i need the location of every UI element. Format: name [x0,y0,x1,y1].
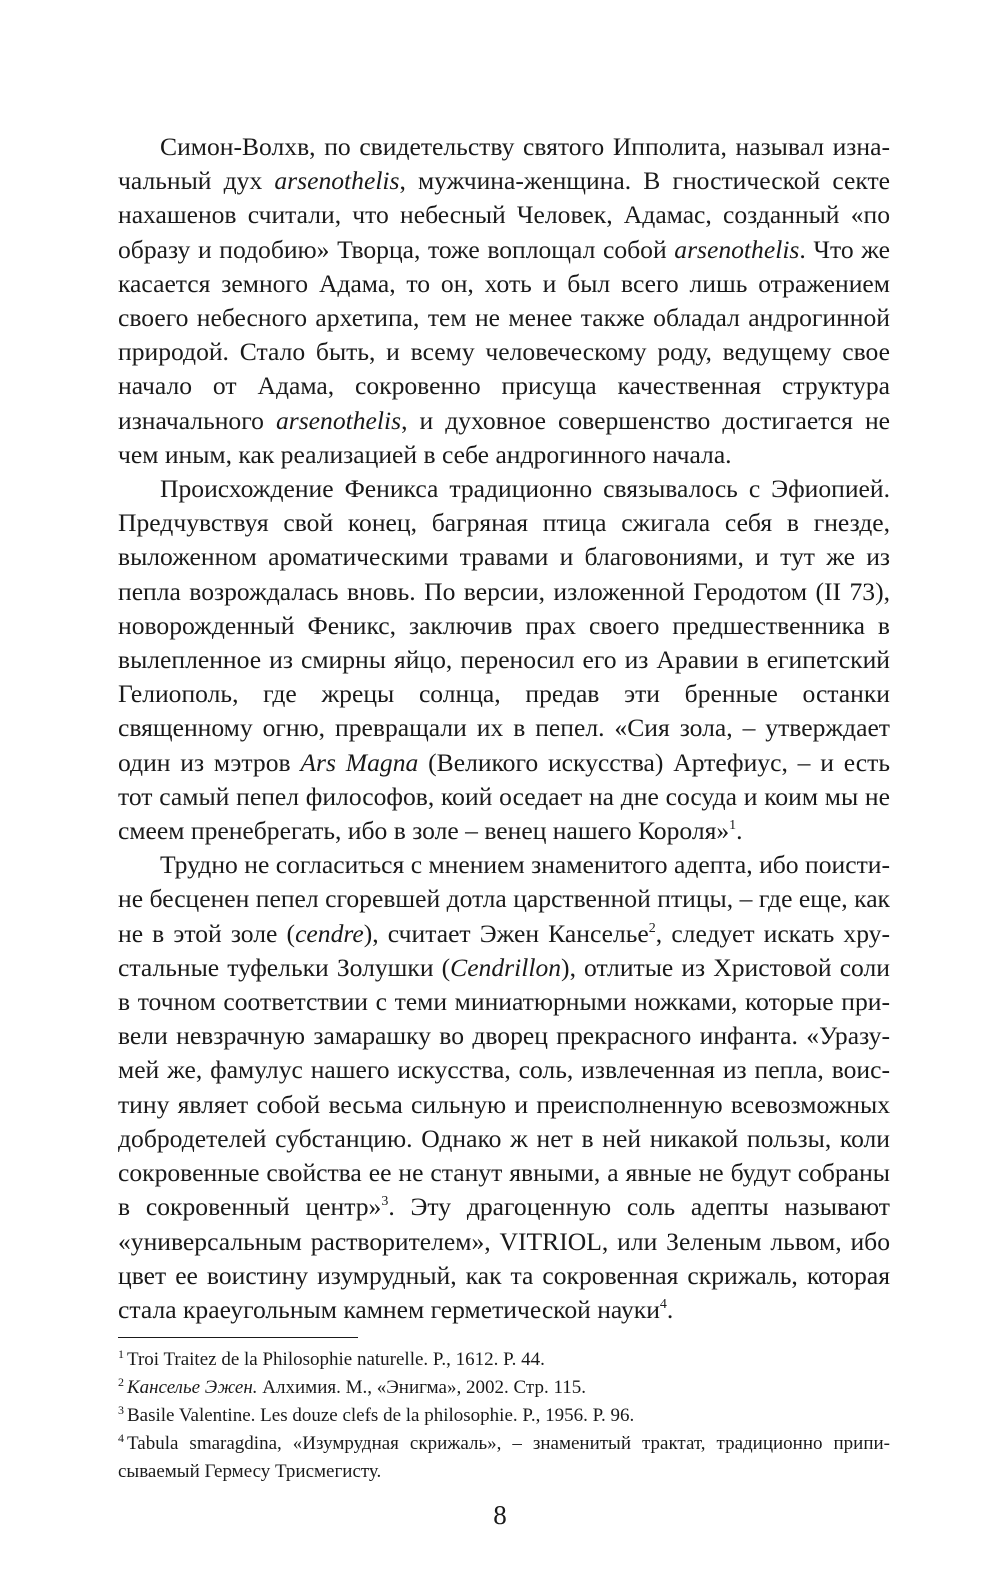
footnote-mark: 3 [118,1403,124,1418]
text-run: . Что же касается земного Адама, то он, хоть и был всего лишь отражением своего небесного архетипа, тем не менее также обладал андрогинной природой. Стало быть, и всему человеческому роду, ведущему свое начало от Адама, сокровенно присуща качественная структура изначального [118,234,890,435]
footnote [118,1374,890,1402]
italic-term: cendre [295,918,364,948]
paragraph [118,848,890,1327]
footnote-text: Troi Traitez de la Philosophie naturelle. P., 1612. P. 44. [127,1349,545,1371]
footnote-reference[interactable]: 3 [381,1194,389,1210]
footnote-text: Tabula smaragdina, «Изумрудная скрижаль», – знаменитый трактат, традиционно приписываемый Гермесу Трисмегисту. [118,1433,890,1483]
body-text [118,130,890,1327]
text-run: ), отлитые из Христовой соли в точном соответствии с теми миниатюрными ножками, которые привели невзрачную замарашку во дворец прекрасного инфанта. «Уразумей же, фамулус нашего искусства, соль, извлеченная из пепла, воистину являет собой весьма сильную и преисполненную всевозможных добродетелей субстанцию. Однако ж нет в ней никакой пользы, коли сокровенные свойства ее не станут явными, а явные не будут собраны в сокровенный центр» [118,952,890,1222]
paragraph [118,472,890,848]
text-run: . [666,1294,674,1324]
text-run: ), считает Эжен Канселье [363,918,649,948]
footnote [118,1402,890,1430]
text-run: . [736,816,743,846]
italic-term: Cendrillon [450,952,562,982]
text-run: Трудно не согласиться с мнением знаменитого адепта, ибо поистине бесценен пепел сгоревшей дотла царственной птицы, – где еще, как не в этой золе ( [118,850,890,948]
italic-term: arsenothelis [274,166,400,196]
page-number: 8 [493,1500,507,1530]
italic-term: Ars Magna [300,747,419,777]
text-run: Происхождение Феникса традиционно связывалось с Эфиопией. Предчувствуя свой конец, багряная птица сжигала себя в гнезде, выложенном ароматическими травами и благовониями, и тут же из пепла возрождалась вновь. По версии, изложенной Геродотом (II 73), новорожденный Феникс, заключив прах своего предшественника в вылепленное из смирны яйцо, переносил его из Аравии в египетский Гелиополь, где жрецы солнца, предав эти бренные останки священному огню, превращали их в пепел. «Сия зола, – утверждает один из мэтров [118,474,890,777]
text-run: Симон-Волхв, по свидетельству святого Ипполита, называл изначальный дух [118,132,890,196]
text-run: (Великого искусства) Артефиус, – и есть тот самый пепел философов, коий оседает на дне сосуда и коим мы не смеем пренебрегать, ибо в золе – венец нашего Короля» [118,747,891,846]
footnote-reference[interactable]: 2 [648,920,656,936]
text-run: . Эту драгоценную соль адепты называют «универсальным растворителем», VITRIOL, или Зеленым львом, ибо цвет ее воистину изумрудный, как та сокровенная скрижаль, которая стала краеугольным камнем герметической науки [118,1192,890,1324]
footnote-mark: 4 [118,1431,124,1446]
text-run: , мужчина-женщина. В гностической секте нахашенов считали, что небесный Человек, Адамас, созданный «по образу и подобию» Творца, тоже воплощал собой [118,166,891,264]
footnote-text: Basile Valentine. Les douze clefs de la philosophie. P., 1956. P. 96. [127,1405,635,1427]
footnote-reference[interactable]: 4 [659,1296,667,1312]
footnote-text: Алхимия. М., «Энигма», 2002. Стр. 115. [257,1377,586,1399]
italic-term: arsenothelis [275,405,402,435]
footnote-divider [118,1337,358,1338]
footnote-mark: 2 [118,1375,124,1390]
footnote [118,1430,890,1486]
footnote-mark: 1 [118,1347,124,1362]
footnote [118,1346,890,1374]
paragraph [118,130,890,472]
text-run: , следует искать хрустальные туфельки Золушки ( [118,918,891,982]
footnotes [118,1346,890,1486]
italic-term: arsenothelis [674,234,800,264]
footnote-reference[interactable]: 1 [729,818,737,834]
footnote-author: Канселье Эжен. [127,1377,258,1399]
text-run: , и духовное совершенство достигается не чем иным, как реализацией в себе андрогинного начала. [118,405,890,469]
